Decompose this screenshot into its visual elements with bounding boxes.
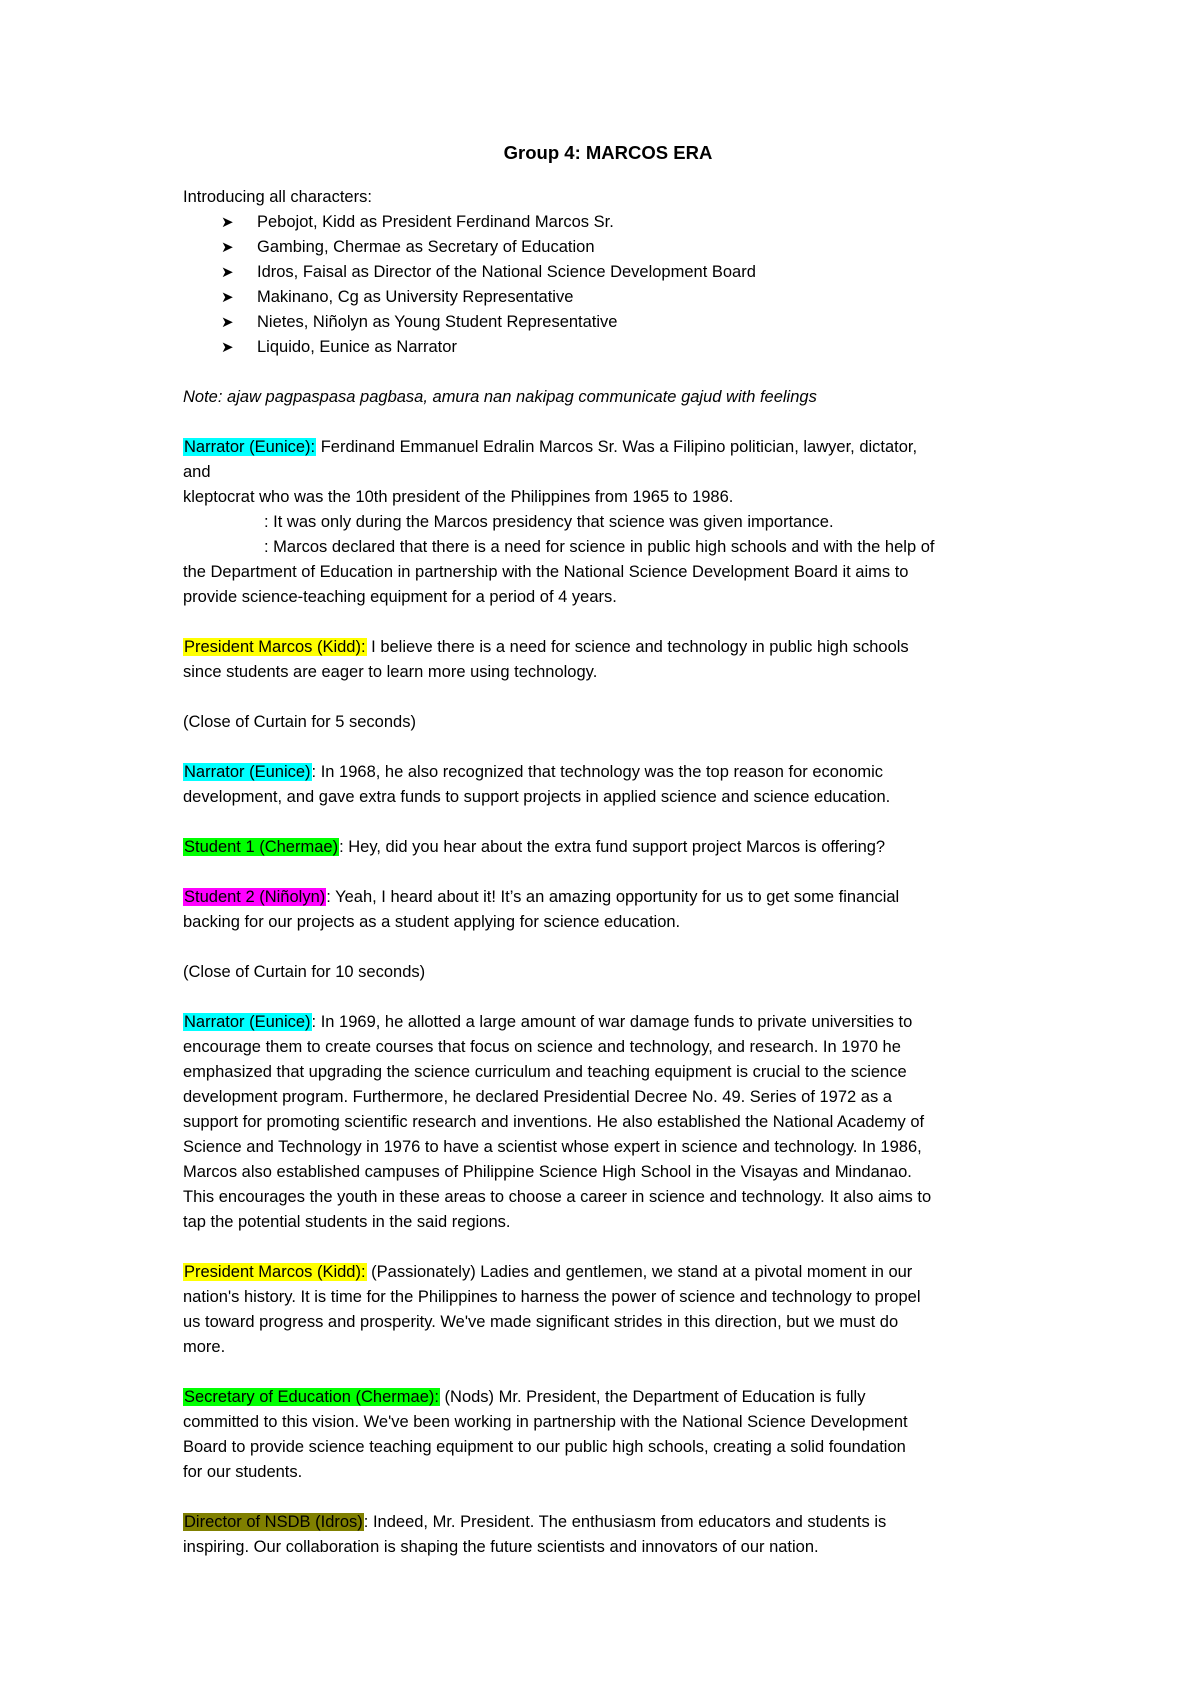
list-item: ➤ Nietes, Niñolyn as Young Student Representative (221, 310, 1033, 335)
speaker-label: Narrator (Eunice): (184, 438, 316, 456)
dialogue-text: committed to this vision. We've been working in partnership with the National Science Development (183, 1413, 908, 1431)
list-item: ➤ Liquido, Eunice as Narrator (221, 335, 1033, 360)
dialogue-text: provide science-teaching equipment for a period of 4 years. (183, 588, 617, 606)
script-block-president-2 (183, 1260, 1033, 1360)
dialogue-text: encourage them to create courses that focus on science and technology, and research. In 1970 he (183, 1038, 901, 1056)
dialogue-text: inspiring. Our collaboration is shaping the future scientists and innovators of our nation. (183, 1538, 819, 1556)
dialogue-text: development program. Furthermore, he declared Presidential Decree No. 49. Series of 1972 as a (183, 1088, 892, 1106)
dialogue-text: This encourages the youth in these areas to choose a career in science and technology. It also aims to (183, 1188, 932, 1206)
dialogue-text: kleptocrat who was the 10th president of the Philippines from 1965 to 1986. (183, 488, 734, 506)
dialogue-text: the Department of Education in partnership with the National Science Development Board it aims to (183, 563, 909, 581)
stage-direction: (Close of Curtain for 10 seconds) (183, 963, 426, 981)
intro-label: Introducing all characters: (183, 188, 372, 206)
dialogue-text: us toward progress and prosperity. We've made significant strides in this direction, but we must do (183, 1313, 899, 1331)
dialogue-text: support for promoting scientific research and inventions. He also established the National Academy of (183, 1113, 925, 1131)
script-block-narrator-1 (183, 435, 1033, 610)
dialogue-text: development, and gave extra funds to support projects in applied science and science education. (183, 788, 891, 806)
dialogue-text: (Passionately) Ladies and gentlemen, we stand at a pivotal moment in our (366, 1263, 913, 1281)
arrowhead-bullet-icon: ➤ (221, 289, 234, 306)
dialogue-text: : Marcos declared that there is a need for science in public high schools and with the help of (264, 538, 935, 556)
dialogue-text: more. (183, 1338, 226, 1356)
dialogue-text: I believe there is a need for science and technology in public high schools (366, 638, 909, 656)
list-item: ➤ Gambing, Chermae as Secretary of Education (221, 235, 1033, 260)
arrowhead-bullet-icon: ➤ (221, 264, 234, 281)
speaker-label: Narrator (Eunice) (184, 763, 311, 781)
dialogue-text: Marcos also established campuses of Philippine Science High School in the Visayas and Mindanao. (183, 1163, 912, 1181)
dialogue-text: : Indeed, Mr. President. The enthusiasm from educators and students is (363, 1513, 887, 1531)
document-title: Group 4: MARCOS ERA (503, 142, 713, 163)
speaker-label: Director of NSDB (Idros) (184, 1513, 363, 1531)
dialogue-text: : In 1968, he also recognized that technology was the top reason for economic (311, 763, 883, 781)
script-block-president-1 (183, 635, 1033, 685)
list-item: ➤ Idros, Faisal as Director of the National Science Development Board (221, 260, 1033, 285)
dialogue-text: : It was only during the Marcos presidency that science was given importance. (264, 513, 834, 531)
script-block-narrator-3 (183, 1010, 1033, 1235)
stage-direction: (Close of Curtain for 5 seconds) (183, 713, 416, 731)
speaker-label: Student 2 (Niñolyn) (184, 888, 326, 906)
speaker-label: Secretary of Education (Chermae): (184, 1388, 439, 1406)
dialogue-text: backing for our projects as a student applying for science education. (183, 913, 681, 931)
speaker-label: Narrator (Eunice) (184, 1013, 311, 1031)
director-note: Note: ajaw pagpaspasa pagbasa, amura nan nakipag communicate gajud with feelings (183, 388, 817, 406)
dialogue-text: : Yeah, I heard about it! It’s an amazing opportunity for us to get some financial (326, 888, 900, 906)
dialogue-text: tap the potential students in the said regions. (183, 1213, 511, 1231)
dialogue-text: for our students. (183, 1463, 303, 1481)
script-block-secretary (183, 1385, 1033, 1485)
dialogue-text: since students are eager to learn more using technology. (183, 663, 598, 681)
arrowhead-bullet-icon: ➤ (221, 214, 234, 231)
arrowhead-bullet-icon: ➤ (221, 314, 234, 331)
dialogue-text: emphasized that upgrading the science curriculum and teaching equipment is crucial to the science (183, 1063, 907, 1081)
speaker-label: President Marcos (Kidd): (184, 638, 366, 656)
script-block-student-1 (183, 835, 1033, 860)
dialogue-text: Science and Technology in 1976 to have a scientist whose expert in science and technology. In 1986, (183, 1138, 922, 1156)
dialogue-text: (Nods) Mr. President, the Department of Education is fully (439, 1388, 866, 1406)
dialogue-text: nation's history. It is time for the Philippines to harness the power of science and technology to propel (183, 1288, 921, 1306)
dialogue-text: Ferdinand Emmanuel Edralin Marcos Sr. Was a Filipino politician, lawyer, dictator, (316, 438, 918, 456)
speaker-label: President Marcos (Kidd): (184, 1263, 366, 1281)
dialogue-text: Board to provide science teaching equipment to our public high schools, creating a solid foundation (183, 1438, 906, 1456)
dialogue-text: : Hey, did you hear about the extra fund support project Marcos is offering? (339, 838, 886, 856)
list-item: ➤ Pebojot, Kidd as President Ferdinand Marcos Sr. (221, 210, 1033, 235)
dialogue-text: : In 1969, he allotted a large amount of war damage funds to private universities to (311, 1013, 913, 1031)
speaker-label: Student 1 (Chermae) (184, 838, 339, 856)
list-item: ➤ Makinano, Cg as University Representative (221, 285, 1033, 310)
arrowhead-bullet-icon: ➤ (221, 239, 234, 256)
script-block-narrator-2 (183, 760, 1033, 810)
document-page (183, 140, 1033, 1560)
arrowhead-bullet-icon: ➤ (221, 339, 234, 356)
script-block-director (183, 1510, 1033, 1560)
character-list (183, 210, 1033, 360)
dialogue-text: and (183, 463, 211, 481)
script-block-student-2 (183, 885, 1033, 935)
